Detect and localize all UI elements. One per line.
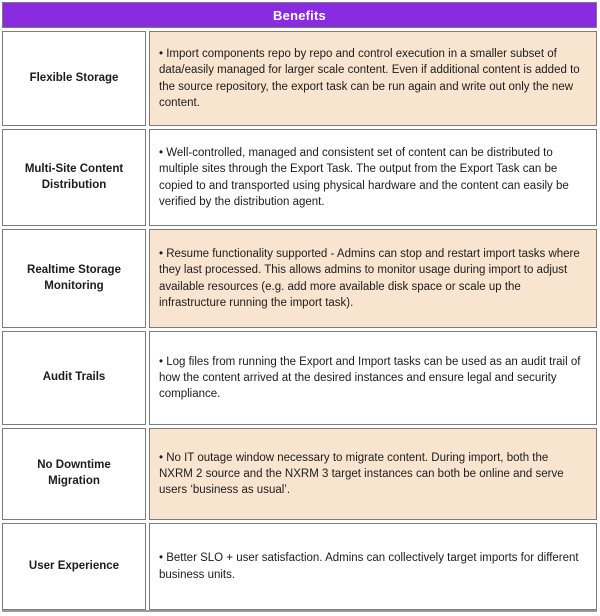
- table-header: Benefits: [2, 2, 597, 28]
- benefit-label-realtime-storage-monitoring: Realtime Storage Monitoring: [2, 229, 146, 328]
- benefit-label-multi-site-content-distribution: Multi-Site Content Distribution: [2, 129, 146, 226]
- benefit-description-multi-site-content-distribution: [149, 129, 597, 226]
- benefit-description-text: • Better SLO + user satisfaction. Admins can collectively target imports for different business units.: [159, 552, 579, 581]
- benefit-description-no-downtime-migration: [149, 428, 597, 520]
- benefit-label-flexible-storage: Flexible Storage: [2, 31, 146, 126]
- benefit-label-no-downtime-migration: No Downtime Migration: [2, 428, 146, 520]
- benefit-description-flexible-storage: [149, 31, 597, 126]
- benefit-description-text: • Well-controlled, managed and consistent set of content can be distributed to multiple sites through the Export Task. The output from the Export Task can be copied to and transported using physical hardware and the content can easily be verified by the distribution agent.: [159, 146, 569, 208]
- benefit-label-user-experience: User Experience: [2, 523, 146, 610]
- benefit-description-text: • No IT outage window necessary to migrate content. During import, both the NXRM 2 source and the NXRM 3 target instances can both be online and serve users ‘business as usual’.: [159, 451, 564, 497]
- benefit-description-user-experience: [149, 523, 597, 610]
- benefit-description-realtime-storage-monitoring: [149, 229, 597, 328]
- benefit-label-audit-trails: Audit Trails: [2, 331, 146, 425]
- benefit-description-text: • Log files from running the Export and Import tasks can be used as an audit trail of how the content arrived at the desired instances and ensure legal and security compliance.: [159, 355, 581, 401]
- benefit-description-text: • Import components repo by repo and control execution in a smaller subset of data/easily managed for larger scale content. Even if additional content is added to the source repository, the export task can be run again and write out only the new content.: [159, 47, 580, 109]
- benefit-description-text: • Resume functionality supported - Admins can stop and restart import tasks where they last processed. This allows admins to monitor usage during import to adjust available resources (e.g. add more available disk space or scale up the infrastructure running the import task).: [159, 247, 580, 309]
- benefits-table: [2, 2, 597, 610]
- benefit-description-audit-trails: [149, 331, 597, 425]
